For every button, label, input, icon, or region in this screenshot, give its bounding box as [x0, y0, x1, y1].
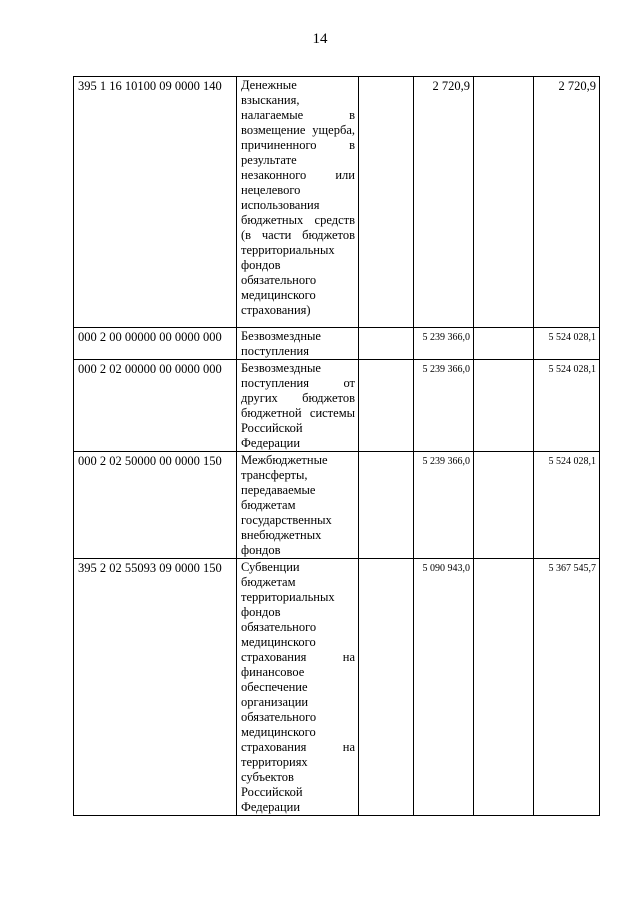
budget-revenue-table — [73, 76, 600, 816]
amount-cell: 5 524 028,1 — [534, 452, 600, 559]
amount-cell: 5 367 545,7 — [534, 559, 600, 816]
budget-code-cell: 000 2 02 00000 00 0000 000 — [74, 360, 237, 452]
budget-code-cell: 000 2 00 00000 00 0000 000 — [74, 328, 237, 360]
amount-cell: 2 720,9 — [414, 77, 474, 328]
empty-cell — [359, 77, 414, 328]
empty-cell — [474, 360, 534, 452]
amount-cell: 5 090 943,0 — [414, 559, 474, 816]
revenue-name-cell: Денежные взыскания, налагаемые в возмещение ущерба, причиненного в результате незаконного или нецелевого использования бюджетных средств (в части бюджетов территориальных фондов обязательного медицинского страхования) — [237, 77, 359, 328]
amount-cell: 5 239 366,0 — [414, 360, 474, 452]
amount-cell: 2 720,9 — [534, 77, 600, 328]
budget-code-cell: 000 2 02 50000 00 0000 150 — [74, 452, 237, 559]
budget-code-cell: 395 1 16 10100 09 0000 140 — [74, 77, 237, 328]
amount-cell: 5 239 366,0 — [414, 328, 474, 360]
page-number: 14 — [312, 31, 328, 47]
empty-cell — [474, 328, 534, 360]
revenue-name-cell: Безвозмездные поступления от других бюджетов бюджетной системы Российской Федерации — [237, 360, 359, 452]
empty-cell — [359, 559, 414, 816]
table-row — [74, 360, 600, 452]
table-row — [74, 452, 600, 559]
table-row — [74, 559, 600, 816]
revenue-name-cell: Безвозмездные поступления — [237, 328, 359, 360]
empty-cell — [359, 452, 414, 559]
amount-cell: 5 524 028,1 — [534, 360, 600, 452]
table-row — [74, 77, 600, 328]
empty-cell — [359, 360, 414, 452]
empty-cell — [474, 77, 534, 328]
revenue-name-cell: Субвенции бюджетам территориальных фондов обязательного медицинского страхования на финансовое обеспечение организации обязательного медицинского страхования на территориях субъектов Российской Федерации — [237, 559, 359, 816]
empty-cell — [474, 452, 534, 559]
amount-cell: 5 524 028,1 — [534, 328, 600, 360]
table-row — [74, 328, 600, 360]
revenue-name-cell: Межбюджетные трансферты, передаваемые бюджетам государственных внебюджетных фондов — [237, 452, 359, 559]
amount-cell: 5 239 366,0 — [414, 452, 474, 559]
empty-cell — [474, 559, 534, 816]
budget-code-cell: 395 2 02 55093 09 0000 150 — [74, 559, 237, 816]
empty-cell — [359, 328, 414, 360]
